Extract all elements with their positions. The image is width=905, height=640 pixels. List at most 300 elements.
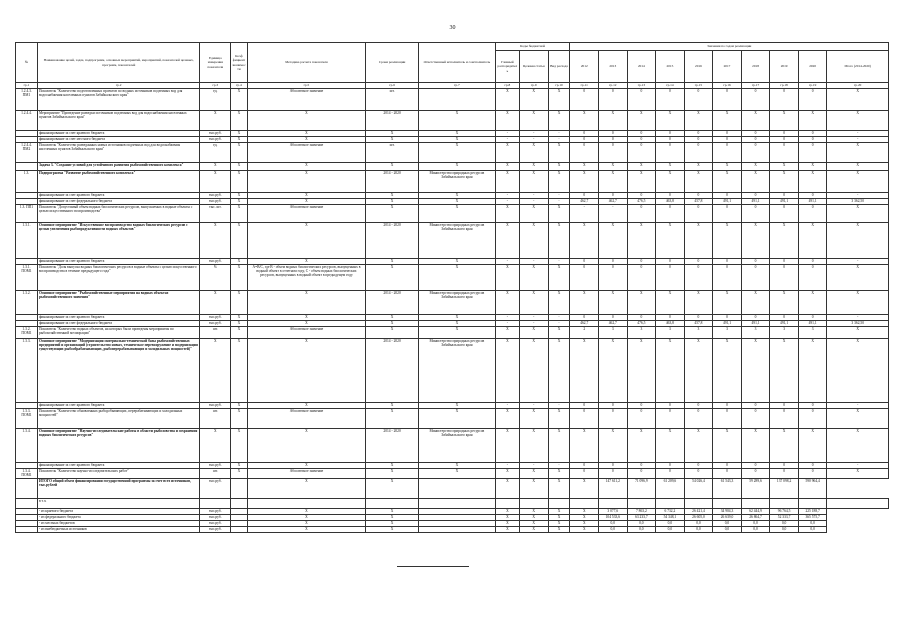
row-main-manager: X bbox=[495, 339, 519, 403]
column-number-cell: гр.17 bbox=[741, 83, 770, 89]
value-2013: 0 bbox=[599, 137, 628, 143]
value-total: X bbox=[827, 89, 889, 111]
row-method: Абсолютное значение bbox=[247, 469, 366, 479]
row-executor: X bbox=[418, 163, 495, 171]
column-number-cell: гр.10 bbox=[548, 83, 570, 89]
value-2014: X bbox=[627, 163, 656, 171]
header-coef: Коэф фициент значимости bbox=[231, 43, 247, 83]
value-total: - bbox=[827, 315, 889, 321]
row-main-manager: X bbox=[495, 479, 519, 499]
value-2015: 0 bbox=[656, 463, 685, 469]
row-target-article: - bbox=[519, 321, 548, 327]
row-method: X bbox=[247, 315, 366, 321]
value-2018: X bbox=[741, 163, 770, 171]
row-main-manager: - bbox=[495, 199, 519, 205]
value-2019: 52 333,7 bbox=[770, 515, 799, 521]
row-method: X bbox=[247, 163, 366, 171]
row-expense-type: X bbox=[548, 527, 570, 533]
column-number-cell: гр.18 bbox=[770, 83, 799, 89]
row-target-article: X bbox=[519, 265, 548, 291]
value-2014: 0,0 bbox=[627, 527, 656, 533]
row-term: X bbox=[366, 131, 419, 137]
value-2016: X bbox=[684, 291, 713, 315]
value-2019: 0 bbox=[770, 403, 799, 409]
value-2020: 491,1 bbox=[798, 199, 827, 205]
value-2017: X bbox=[713, 339, 742, 403]
row-coef: X bbox=[231, 143, 247, 163]
row-target-article: - bbox=[519, 315, 548, 321]
value-2019: 491,1 bbox=[770, 199, 799, 205]
row-name: Показатель "Количество подготовленных проектов по водных источников подземных вод для водоснабжения населенных пунктов Забайкальского края" bbox=[37, 89, 200, 111]
row-coef: X bbox=[231, 223, 247, 259]
value-2012: X bbox=[570, 515, 599, 521]
row-coef: X bbox=[231, 315, 247, 321]
value-2018: X bbox=[741, 111, 770, 131]
value-2012: X bbox=[570, 111, 599, 131]
value-2016: 0 bbox=[684, 403, 713, 409]
column-number-cell: гр.12 bbox=[599, 83, 628, 89]
row-code: 1.2.4.4. ПМ2 bbox=[16, 143, 38, 163]
row-coef bbox=[231, 479, 247, 499]
row-code: 1.3.1. ПОМ1 bbox=[16, 265, 38, 291]
row-expense-type: - bbox=[548, 199, 570, 205]
value-2017: 0,0 bbox=[713, 521, 742, 527]
value-2014: X bbox=[627, 429, 656, 463]
row-main-manager: - bbox=[495, 463, 519, 469]
value-2020: 0 bbox=[798, 265, 827, 291]
row-coef: X bbox=[231, 429, 247, 463]
row-expense-type: - bbox=[548, 193, 570, 199]
row-name: Основное мероприятие "Рыбохозяйственные мероприятия на водных объектах рыбохозяйственного значения" bbox=[37, 291, 200, 315]
row-target-article: - bbox=[519, 131, 548, 137]
header-unit: Единица измерения показателя bbox=[200, 43, 231, 83]
value-2015: 54 348,1 bbox=[656, 515, 685, 521]
value-2015: 0 bbox=[656, 403, 685, 409]
row-term: X bbox=[366, 463, 419, 469]
row-main-manager bbox=[495, 499, 519, 509]
row-term: X bbox=[366, 515, 419, 521]
value-2013: 0 bbox=[599, 315, 628, 321]
value-2019: 0 bbox=[770, 131, 799, 137]
row-target-article: X bbox=[519, 143, 548, 163]
program-table-wrapper bbox=[15, 42, 889, 533]
column-number-cell: гр.8 bbox=[495, 83, 519, 89]
table-row bbox=[16, 205, 889, 223]
row-main-manager: X bbox=[495, 327, 519, 339]
value-2019: 0,0 bbox=[770, 521, 799, 527]
row-target-article: X bbox=[519, 479, 548, 499]
row-executor: X bbox=[418, 265, 495, 291]
row-coef: X bbox=[231, 265, 247, 291]
row-target-article: X bbox=[519, 89, 548, 111]
value-2014: 0 bbox=[627, 315, 656, 321]
value-total: - bbox=[827, 131, 889, 137]
value-2013: 0 bbox=[599, 193, 628, 199]
row-unit: X bbox=[200, 171, 231, 193]
row-name: финансирование за счет краевого бюджета bbox=[37, 315, 200, 321]
row-executor: Министерство природных ресурсов Забайкальского края bbox=[418, 171, 495, 193]
row-unit: тыс.руб. bbox=[200, 199, 231, 205]
value-2013: X bbox=[599, 163, 628, 171]
row-name: финансирование за счет краевого бюджета bbox=[37, 131, 200, 137]
row-main-manager: X bbox=[495, 469, 519, 479]
header-method: Методика расчета показателя bbox=[247, 43, 366, 83]
value-2013 bbox=[599, 499, 628, 509]
row-name: - из внебюджетных источников bbox=[37, 527, 200, 533]
value-2017: X bbox=[713, 163, 742, 171]
row-method: X bbox=[247, 193, 366, 199]
row-executor: X bbox=[418, 259, 495, 265]
value-2019: X bbox=[770, 339, 799, 403]
row-method: Абсолютное значение bbox=[247, 89, 366, 111]
row-main-manager: X bbox=[495, 89, 519, 111]
value-2014: X bbox=[627, 111, 656, 131]
row-expense-type: X bbox=[548, 143, 570, 163]
row-unit: тыс.руб. bbox=[200, 259, 231, 265]
value-2017 bbox=[713, 499, 742, 509]
value-2016: X bbox=[684, 339, 713, 403]
value-total: - bbox=[827, 463, 889, 469]
row-code: 1.2.4.3. ПМ1 bbox=[16, 89, 38, 111]
value-2020: X bbox=[798, 223, 827, 259]
value-2018 bbox=[741, 499, 770, 509]
row-main-manager: X bbox=[495, 111, 519, 131]
value-2013: 0 bbox=[599, 131, 628, 137]
row-main-manager: X bbox=[495, 409, 519, 429]
value-2018: 0 bbox=[741, 463, 770, 469]
row-target-article: X bbox=[519, 429, 548, 463]
value-2016: 0,0 bbox=[684, 527, 713, 533]
value-2018: 0 bbox=[741, 131, 770, 137]
value-2014: 63 233,7 bbox=[627, 515, 656, 521]
value-2014: 0 bbox=[627, 463, 656, 469]
value-total: X bbox=[827, 429, 889, 463]
row-executor: X bbox=[418, 205, 495, 223]
table-row bbox=[16, 171, 889, 193]
value-2014: 3 bbox=[627, 327, 656, 339]
header-year: 2020 bbox=[798, 51, 827, 83]
row-target-article: - bbox=[519, 137, 548, 143]
row-code bbox=[16, 527, 38, 533]
row-unit: тыс.руб. bbox=[200, 521, 231, 527]
row-term: X bbox=[366, 315, 419, 321]
row-method: X bbox=[247, 111, 366, 131]
value-2014: 0 bbox=[627, 205, 656, 223]
row-code bbox=[16, 163, 38, 171]
row-term: 2014 - 2020 bbox=[366, 223, 419, 259]
row-expense-type: X bbox=[548, 339, 570, 403]
row-expense-type: - bbox=[548, 315, 570, 321]
header-year: 2014 bbox=[627, 51, 656, 83]
row-name: Показатель "Количество обновленных рыбодобывающих, перерабатывающих и холодильных мощностей" bbox=[37, 409, 200, 429]
row-expense-type: - bbox=[548, 463, 570, 469]
row-expense-type: X bbox=[548, 111, 570, 131]
value-2014: 0 bbox=[627, 137, 656, 143]
value-2020: 0 bbox=[798, 409, 827, 429]
row-method bbox=[247, 499, 366, 509]
table-row bbox=[16, 265, 889, 291]
value-2016: X bbox=[684, 223, 713, 259]
row-main-manager: X bbox=[495, 143, 519, 163]
row-method: X bbox=[247, 259, 366, 265]
header-year: 2018 bbox=[741, 51, 770, 83]
value-2015: 0,0 bbox=[656, 521, 685, 527]
value-2020: 0 bbox=[798, 89, 827, 111]
footer-divider bbox=[397, 566, 469, 567]
row-term: X bbox=[366, 199, 419, 205]
row-coef: X bbox=[231, 409, 247, 429]
row-target-article: - bbox=[519, 199, 548, 205]
value-2019: 0 bbox=[770, 463, 799, 469]
row-executor bbox=[418, 89, 495, 111]
row-method: X bbox=[247, 137, 366, 143]
column-number-cell: гр.19 bbox=[798, 83, 827, 89]
column-number-cell: гр.9 bbox=[519, 83, 548, 89]
value-2012: 0 bbox=[570, 89, 599, 111]
row-name: Показатель "Допустимый объем водных биологических ресурсов, выпускаемых в водные объекты с целью искусственного воспроизводства" bbox=[37, 205, 200, 223]
row-method: X bbox=[247, 521, 366, 527]
value-2015: X bbox=[656, 171, 685, 193]
value-2018: X bbox=[741, 339, 770, 403]
value-2015: 0 bbox=[656, 137, 685, 143]
value-2019: 0 bbox=[770, 137, 799, 143]
row-unit: ед. bbox=[200, 143, 231, 163]
value-total: X bbox=[827, 223, 889, 259]
value-2014: 476,5 bbox=[627, 321, 656, 327]
value-2015: 0 bbox=[656, 259, 685, 265]
row-coef: X bbox=[231, 171, 247, 193]
row-code: 1.2.4.4. bbox=[16, 111, 38, 131]
value-2019: X bbox=[770, 163, 799, 171]
value-2019: X bbox=[770, 291, 799, 315]
row-code: 1.3.3. bbox=[16, 339, 38, 403]
row-main-manager: - bbox=[495, 403, 519, 409]
value-2017: 0 bbox=[713, 403, 742, 409]
row-unit: тыс. шт. bbox=[200, 205, 231, 223]
row-coef: X bbox=[231, 339, 247, 403]
value-2015: 6 732,2 bbox=[656, 509, 685, 515]
row-name: Показатель "Количество водных объектов, на которых были проведены мероприятия по рыбохозяйственной мелиорации" bbox=[37, 327, 200, 339]
header-target-article: Целевая статья bbox=[519, 51, 548, 83]
row-expense-type: - bbox=[548, 321, 570, 327]
row-target-article: - bbox=[519, 259, 548, 265]
row-main-manager: - bbox=[495, 321, 519, 327]
row-expense-type: X bbox=[548, 265, 570, 291]
row-method: Абсолютное значение bbox=[247, 143, 366, 163]
row-method: A=B/C, где B - объем водных биологических ресурсов, выпущенных в водный объект в отчетном году, C - объем водных биологических ресурсов, выпущенных в водный объект в предыдущем году bbox=[247, 265, 366, 291]
row-name: Мероприятие "Проведение разведки источников подземных вод для водоснабжения населенных пунктов Забайкальского края" bbox=[37, 111, 200, 131]
value-2014: 0 bbox=[627, 193, 656, 199]
column-number-cell: гр.11 bbox=[570, 83, 599, 89]
value-2012: 0 bbox=[570, 131, 599, 137]
value-2013: 3 bbox=[599, 327, 628, 339]
value-2015: 0,0 bbox=[656, 527, 685, 533]
value-2018: 0 bbox=[741, 469, 770, 479]
row-target-article: X bbox=[519, 111, 548, 131]
table-body bbox=[16, 83, 889, 533]
value-total: X bbox=[827, 265, 889, 291]
value-2017: 0 bbox=[713, 409, 742, 429]
value-2013: X bbox=[599, 111, 628, 131]
value-2015: 3 bbox=[656, 327, 685, 339]
value-2019: 0 bbox=[770, 143, 799, 163]
value-2020: X bbox=[798, 339, 827, 403]
row-target-article: X bbox=[519, 527, 548, 533]
row-main-manager: - bbox=[495, 131, 519, 137]
value-2018: 0 bbox=[741, 265, 770, 291]
row-coef: X bbox=[231, 89, 247, 111]
row-term: 2014 - 2020 bbox=[366, 429, 419, 463]
value-2016: 0 bbox=[684, 205, 713, 223]
value-total: 3 362,50 bbox=[827, 199, 889, 205]
row-coef: X bbox=[231, 259, 247, 265]
row-coef bbox=[231, 527, 247, 533]
value-2018: 0 bbox=[741, 205, 770, 223]
value-total: X bbox=[827, 111, 889, 131]
value-2014: 0 bbox=[627, 259, 656, 265]
value-2013: 0 bbox=[599, 469, 628, 479]
row-method: X bbox=[247, 463, 366, 469]
value-2019: 0 bbox=[770, 315, 799, 321]
value-2015: 0 bbox=[656, 193, 685, 199]
value-2016: 0 bbox=[684, 409, 713, 429]
value-2018: X bbox=[741, 429, 770, 463]
value-2012: 0 bbox=[570, 469, 599, 479]
value-2017: 26 639,0 bbox=[713, 515, 742, 521]
row-method: X bbox=[247, 429, 366, 463]
value-2012: 0 bbox=[570, 409, 599, 429]
row-main-manager: X bbox=[495, 429, 519, 463]
row-unit: X bbox=[200, 339, 231, 403]
value-2014: 0 bbox=[627, 409, 656, 429]
row-method: X bbox=[247, 321, 366, 327]
column-number-cell: гр.1 bbox=[16, 83, 38, 89]
row-target-article: X bbox=[519, 223, 548, 259]
header-year: 2019 bbox=[770, 51, 799, 83]
row-unit: X bbox=[200, 163, 231, 171]
value-2012: 0 bbox=[570, 137, 599, 143]
value-2015: 0 bbox=[656, 469, 685, 479]
value-2016: X bbox=[684, 171, 713, 193]
value-2019: 491,1 bbox=[770, 321, 799, 327]
table-row bbox=[16, 143, 889, 163]
row-unit: тыс.руб. bbox=[200, 137, 231, 143]
value-2019: 0 bbox=[770, 469, 799, 479]
value-2015: 0 bbox=[656, 265, 685, 291]
row-unit: шт. bbox=[200, 327, 231, 339]
row-method: X bbox=[247, 199, 366, 205]
row-target-article: X bbox=[519, 171, 548, 193]
row-unit: X bbox=[200, 291, 231, 315]
value-2014: 0 bbox=[627, 265, 656, 291]
value-2020: X bbox=[798, 171, 827, 193]
row-target-article: X bbox=[519, 205, 548, 223]
row-expense-type: X bbox=[548, 291, 570, 315]
row-method: Абсолютное значение bbox=[247, 205, 366, 223]
row-name: финансирование за счет краевого бюджета bbox=[37, 193, 200, 199]
row-coef: X bbox=[231, 327, 247, 339]
value-2012: X bbox=[570, 509, 599, 515]
row-executor: X bbox=[418, 463, 495, 469]
row-main-manager: X bbox=[495, 291, 519, 315]
value-2017: X bbox=[713, 111, 742, 131]
value-total: X bbox=[827, 327, 889, 339]
value-2018: 0,0 bbox=[741, 521, 770, 527]
row-coef: X bbox=[231, 137, 247, 143]
row-coef: X bbox=[231, 291, 247, 315]
row-target-article: X bbox=[519, 409, 548, 429]
value-2012: 0 bbox=[570, 463, 599, 469]
row-executor: Министерство природных ресурсов Забайкальского края bbox=[418, 429, 495, 463]
header-year: 2017 bbox=[713, 51, 742, 83]
value-2020: X bbox=[798, 429, 827, 463]
value-2019: 0 bbox=[770, 193, 799, 199]
row-name: - из федерального бюджета bbox=[37, 515, 200, 521]
value-2016: 0 bbox=[684, 463, 713, 469]
value-2013: 0,0 bbox=[599, 521, 628, 527]
row-coef: X bbox=[231, 463, 247, 469]
value-2019: 0 bbox=[770, 409, 799, 429]
row-executor: X bbox=[418, 199, 495, 205]
row-unit: тыс.руб. bbox=[200, 131, 231, 137]
value-2015: 0 bbox=[656, 89, 685, 111]
value-2020: 0 bbox=[798, 315, 827, 321]
row-executor: Министерство природных ресурсов Забайкальского края bbox=[418, 223, 495, 259]
value-total: X bbox=[827, 291, 889, 315]
value-2020: 225 188,7 bbox=[798, 509, 827, 515]
row-main-manager: X bbox=[495, 205, 519, 223]
row-term: 2014 - 2020 bbox=[366, 291, 419, 315]
value-2012: X bbox=[570, 521, 599, 527]
row-target-article: X bbox=[519, 469, 548, 479]
value-2019: X bbox=[770, 429, 799, 463]
column-number-cell: гр.7 bbox=[418, 83, 495, 89]
value-2019: 3 bbox=[770, 327, 799, 339]
row-expense-type: X bbox=[548, 163, 570, 171]
value-2013: X bbox=[599, 223, 628, 259]
value-2016: 0 bbox=[684, 259, 713, 265]
value-2015: 0 bbox=[656, 143, 685, 163]
value-2012: 0 bbox=[570, 259, 599, 265]
value-2018: 491,1 bbox=[741, 321, 770, 327]
value-2016: 0,0 bbox=[684, 521, 713, 527]
value-2018: X bbox=[741, 171, 770, 193]
value-2017: 0 bbox=[713, 89, 742, 111]
value-2017: X bbox=[713, 291, 742, 315]
row-expense-type: X bbox=[548, 521, 570, 527]
table-header bbox=[16, 43, 889, 83]
header-expense-type: Вид расхода bbox=[548, 51, 570, 83]
value-total: - bbox=[827, 403, 889, 409]
row-name: Основное мероприятие "Модернизация материально-технической базы рыбохозяйственных предприятий и организаций (строительство новых, техническое перевооружение и модернизация существующих рыбообрабатывающих, рыбоперерабатывающих и холодильных мощностей)" bbox=[37, 339, 200, 403]
header-budget-codes: Коды бюджетной bbox=[495, 43, 570, 51]
value-2013: X bbox=[599, 291, 628, 315]
row-main-manager: X bbox=[495, 265, 519, 291]
value-2018: 3 bbox=[741, 327, 770, 339]
value-2020: 0,0 bbox=[798, 521, 827, 527]
value-2017: 0 bbox=[713, 265, 742, 291]
row-executor: Министерство природных ресурсов Забайкальского края bbox=[418, 291, 495, 315]
header-name: Наименование целей, задач, подпрограмм, основных мероприятий, мероприятий, показателей целевых, программ, показателей bbox=[37, 43, 200, 83]
value-2012: X bbox=[570, 163, 599, 171]
table-row bbox=[16, 409, 889, 429]
value-total: X bbox=[827, 163, 889, 171]
value-2019: 0,0 bbox=[770, 527, 799, 533]
value-2019: 0 bbox=[770, 205, 799, 223]
value-2018: 62 444,9 bbox=[741, 509, 770, 515]
row-main-manager: X bbox=[495, 223, 519, 259]
table-row bbox=[16, 429, 889, 463]
